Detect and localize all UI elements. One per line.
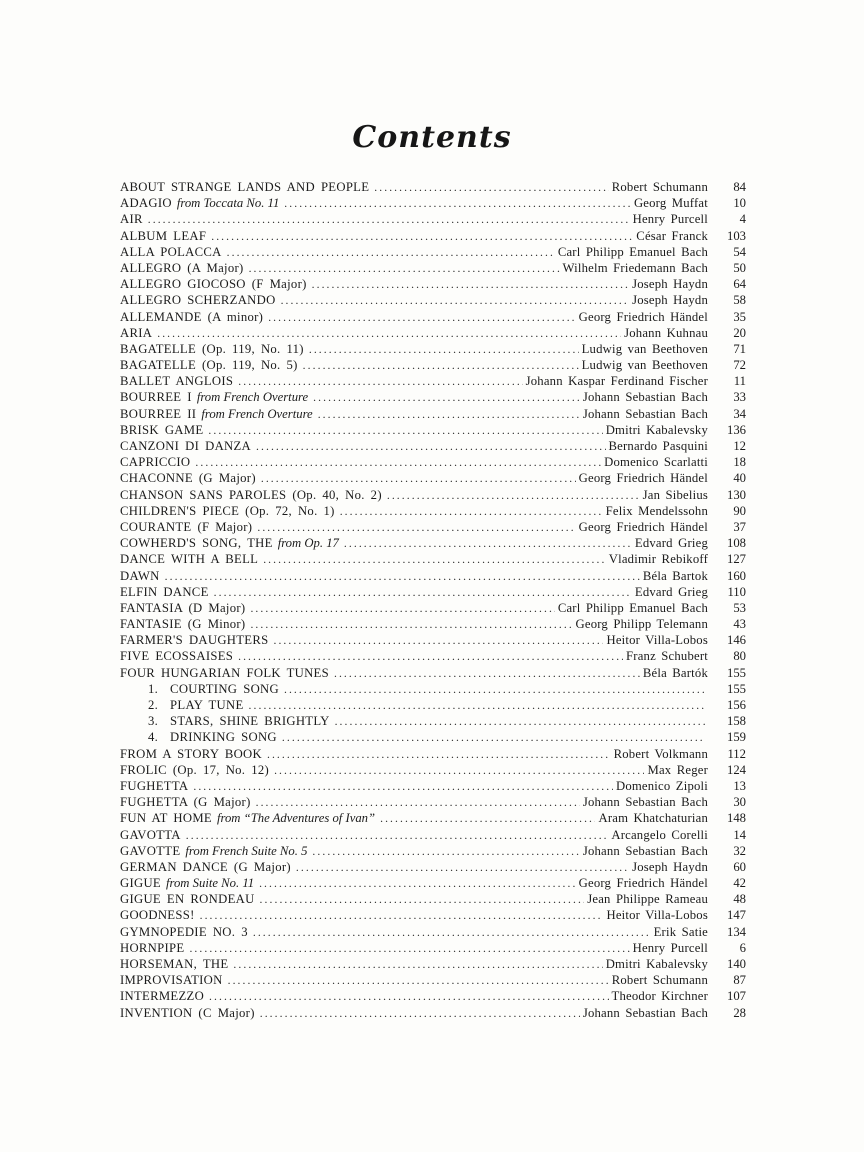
entry-page: 11 <box>733 374 746 389</box>
dot-leader <box>209 989 609 1004</box>
dot-leader <box>211 229 633 244</box>
entry-title: ADAGIO <box>120 196 172 211</box>
entry-page: 155 <box>726 681 746 696</box>
toc-entry <box>120 326 746 342</box>
dot-leader <box>189 941 629 956</box>
entry-composer: Georg Friedrich Händel <box>578 519 708 534</box>
entry-composer: Wilhelm Friedemann Bach <box>562 260 708 275</box>
entry-title: GYMNOPEDIE NO. 3 <box>120 924 248 939</box>
entry-page: 30 <box>733 795 746 810</box>
entry-title: COURANTE (F Major) <box>120 519 253 534</box>
entry-title: 2. PLAY TUNE <box>148 698 244 712</box>
dot-leader <box>233 957 602 972</box>
entry-composer: César Franck <box>636 228 708 243</box>
entry-composer: Georg Muffat <box>633 196 708 211</box>
entry-title: ALLA POLACCA <box>120 244 222 259</box>
entry-composer: Edvard Grieg <box>634 584 708 599</box>
toc-entry <box>120 795 746 811</box>
entry-page: 34 <box>733 406 746 421</box>
entry-composer: Henry Purcell <box>632 212 708 227</box>
entry-title: CHANSON SANS PAROLES (Op. 40, No. 2) <box>120 487 382 502</box>
entry-title: ALBUM LEAF <box>120 228 207 243</box>
dot-leader <box>193 779 613 794</box>
entry-title: ALLEGRO (A Major) <box>120 260 244 275</box>
toc-entry <box>120 698 746 714</box>
dot-leader <box>263 552 606 567</box>
entry-title: CHILDREN'S PIECE (Op. 72, No. 1) <box>120 503 335 518</box>
entry-title: ABOUT STRANGE LANDS AND PEOPLE <box>120 180 370 194</box>
dot-leader <box>318 407 580 422</box>
entry-composer: Erik Satie <box>653 924 708 939</box>
entry-page: 124 <box>726 762 746 777</box>
dot-leader <box>148 212 630 227</box>
dot-leader <box>284 196 631 211</box>
entry-title: AIR <box>120 212 143 227</box>
entry-page: 60 <box>733 859 746 874</box>
dot-leader <box>165 569 640 584</box>
entry-subtitle: from “The Adventures of Ivan” <box>216 811 376 826</box>
dot-leader <box>335 714 705 729</box>
entry-composer: Bernardo Pasquini <box>608 439 708 453</box>
entry-title: ARIA <box>120 325 153 340</box>
entry-title: BRISK GAME <box>120 422 204 437</box>
entry-page: 130 <box>726 487 746 502</box>
toc-entry <box>120 504 746 520</box>
toc-entry <box>120 844 746 860</box>
toc-entry <box>120 471 746 487</box>
toc-entry <box>120 439 746 455</box>
entry-composer: Robert Volkmann <box>613 746 708 761</box>
entry-composer: Felix Mendelssohn <box>605 503 708 518</box>
dot-leader <box>296 860 629 875</box>
entry-page: 40 <box>733 471 746 486</box>
dot-leader <box>250 617 572 632</box>
entry-title: FOUR HUNGARIAN FOLK TUNES <box>120 665 329 680</box>
entry-composer: Joseph Haydn <box>632 277 708 292</box>
toc-entry <box>120 358 746 374</box>
page-title: Contents <box>352 120 512 155</box>
entry-title: ALLEMANDE (A minor) <box>120 309 264 324</box>
toc-entry <box>120 277 746 293</box>
entry-composer: Dmitri Kabalevsky <box>605 422 708 437</box>
entry-page: 20 <box>733 325 746 340</box>
toc-entry <box>120 261 746 277</box>
entry-page: 32 <box>733 843 746 858</box>
toc-entry <box>120 617 746 633</box>
entry-page: 87 <box>733 973 746 988</box>
toc-entry <box>120 342 746 358</box>
entry-page: 140 <box>726 957 746 971</box>
toc-entry <box>120 828 746 844</box>
entry-page: 147 <box>726 908 746 923</box>
dot-leader <box>256 795 580 810</box>
dot-leader <box>309 342 579 357</box>
entry-composer: Max Reger <box>647 762 708 777</box>
dot-leader <box>256 439 605 454</box>
entry-title: FANTASIE (G Minor) <box>120 617 246 632</box>
toc-entry <box>120 245 746 261</box>
entry-title: CANZONI DI DANZA <box>120 439 252 453</box>
entry-composer: Arcangelo Corelli <box>611 827 708 842</box>
entry-page: 107 <box>726 989 746 1004</box>
entry-page: 80 <box>733 649 746 664</box>
toc-entry <box>120 536 746 552</box>
entry-page: 90 <box>733 503 746 518</box>
entry-composer: Franz Schubert <box>626 649 708 664</box>
entry-composer: Johann Kuhnau <box>624 325 708 340</box>
dot-leader <box>260 1006 580 1021</box>
entry-title: GIGUE EN RONDEAU <box>120 892 255 907</box>
dot-leader <box>344 536 632 551</box>
entry-subtitle: from French Overture <box>196 390 309 405</box>
dot-leader <box>334 666 640 681</box>
entry-page: 42 <box>733 876 746 891</box>
toc-entry <box>120 876 746 892</box>
entry-page: 146 <box>726 633 746 648</box>
toc-entry <box>120 196 746 212</box>
entry-composer: Robert Schumann <box>611 973 708 988</box>
entry-title: FUN AT HOME <box>120 811 212 826</box>
toc-entry <box>120 407 746 423</box>
entry-subtitle: from Toccata No. 11 <box>176 196 280 211</box>
entry-title: FANTASIA (D Major) <box>120 600 246 615</box>
dot-leader <box>253 925 651 940</box>
toc-entry <box>120 423 746 439</box>
entry-title: GAVOTTA <box>120 827 181 842</box>
entry-composer: Domenico Zipoli <box>615 778 708 793</box>
toc-entry <box>120 310 746 326</box>
dot-leader <box>259 876 576 891</box>
entry-page: 160 <box>726 568 746 583</box>
entry-page: 37 <box>733 519 746 534</box>
entry-page: 43 <box>733 617 746 632</box>
toc-entry <box>120 779 746 795</box>
entry-page: 158 <box>726 714 746 729</box>
dot-leader <box>214 585 632 600</box>
entry-title: GOODNESS! <box>120 908 195 923</box>
entry-composer: Carl Philipp Emanuel Bach <box>557 600 708 615</box>
entry-page: 14 <box>733 827 746 842</box>
dot-leader <box>387 488 640 503</box>
entry-composer: Johann Kaspar Ferdinand Fischer <box>525 374 708 389</box>
toc-entry <box>120 229 746 245</box>
toc-entry <box>120 649 746 665</box>
entry-page: 108 <box>726 536 746 551</box>
entry-page: 84 <box>733 180 746 194</box>
entry-page: 6 <box>739 940 746 955</box>
entry-title: FARMER'S DAUGHTERS <box>120 633 269 648</box>
entry-composer: Johann Sebastian Bach <box>582 843 708 858</box>
entry-page: 136 <box>726 422 746 437</box>
entry-title: FUGHETTA (G Major) <box>120 795 251 810</box>
entry-composer: Edvard Grieg <box>634 536 708 551</box>
toc-entry <box>120 552 746 568</box>
entry-composer: Jean Philippe Rameau <box>587 892 708 907</box>
toc-entry <box>120 714 746 730</box>
toc-entry <box>120 925 746 941</box>
entry-page: 110 <box>727 584 746 599</box>
entry-title: BOURREE I <box>120 390 192 405</box>
dot-leader <box>260 892 585 907</box>
toc-entry <box>120 957 746 973</box>
dot-leader <box>261 471 576 486</box>
entry-composer: Carl Philipp Emanuel Bach <box>557 244 708 259</box>
entry-title: DANCE WITH A BELL <box>120 552 259 567</box>
dot-leader <box>257 520 575 535</box>
entry-page: 48 <box>733 892 746 907</box>
dot-leader <box>249 698 705 713</box>
entry-title: GIGUE <box>120 876 161 891</box>
entry-page: 148 <box>726 811 746 826</box>
dot-leader <box>374 180 608 195</box>
toc-entry <box>120 488 746 504</box>
entry-composer: Dmitri Kabalevsky <box>605 957 708 971</box>
dot-leader <box>281 293 629 308</box>
entry-title: HORSEMAN, THE <box>120 957 229 971</box>
entry-subtitle: from Suite No. 11 <box>165 876 255 891</box>
dot-leader <box>208 423 602 438</box>
entry-title: FUGHETTA <box>120 778 189 793</box>
dot-leader <box>238 374 522 389</box>
entry-subtitle: from Op. 17 <box>277 536 339 551</box>
toc-entry <box>120 989 746 1005</box>
dot-leader <box>274 763 644 778</box>
entry-title: COWHERD'S SONG, THE <box>120 536 273 551</box>
entry-composer: Johann Sebastian Bach <box>582 795 708 810</box>
entry-composer: Robert Schumann <box>611 180 708 194</box>
entry-title: IMPROVISATION <box>120 973 223 988</box>
toc-entry <box>120 941 746 957</box>
toc-entry <box>120 747 746 763</box>
entry-composer: Jan Sibelius <box>642 487 708 502</box>
entry-page: 156 <box>726 698 746 712</box>
entry-title: 4. DRINKING SONG <box>148 730 277 745</box>
entry-page: 4 <box>739 212 746 227</box>
entry-page: 53 <box>733 600 746 615</box>
entry-composer: Vladimir Rebikoff <box>608 552 708 567</box>
dot-leader <box>340 504 603 519</box>
toc-entry <box>120 973 746 989</box>
dot-leader <box>249 261 560 276</box>
toc-entry <box>120 682 746 698</box>
dot-leader <box>200 908 604 923</box>
entry-composer: Theodor Kirchner <box>611 989 708 1004</box>
entry-page: 112 <box>727 746 746 761</box>
entry-composer: Domenico Scarlatti <box>604 455 708 470</box>
entry-page: 54 <box>733 244 746 259</box>
entry-page: 12 <box>733 439 746 453</box>
entry-composer: Ludwig van Beethoven <box>581 341 708 356</box>
dot-leader <box>195 455 601 470</box>
toc-entry <box>120 763 746 779</box>
entry-page: 127 <box>726 552 746 567</box>
toc-entry <box>120 1006 746 1022</box>
toc-list <box>120 180 746 1022</box>
dot-leader <box>238 649 623 664</box>
entry-composer: Georg Friedrich Händel <box>578 309 708 324</box>
dot-leader <box>268 310 575 325</box>
toc-entry <box>120 892 746 908</box>
toc-entry <box>120 390 746 406</box>
toc-entry <box>120 860 746 876</box>
entry-title: CHACONNE (G Major) <box>120 471 256 486</box>
entry-composer: Georg Friedrich Händel <box>578 876 708 891</box>
toc-entry <box>120 180 746 196</box>
entry-title: INTERMEZZO <box>120 989 205 1004</box>
entry-page: 13 <box>733 778 746 793</box>
toc-entry <box>120 730 746 746</box>
toc-entry <box>120 374 746 390</box>
dot-leader <box>227 245 555 260</box>
dot-leader <box>303 358 579 373</box>
entry-title: GERMAN DANCE (G Major) <box>120 859 291 874</box>
entry-title: DAWN <box>120 568 160 583</box>
entry-title: 1. COURTING SONG <box>148 681 279 696</box>
entry-title: FROM A STORY BOOK <box>120 746 262 761</box>
entry-page: 64 <box>733 277 746 292</box>
entry-title: GAVOTTE <box>120 843 181 858</box>
toc-entry <box>120 212 746 228</box>
dot-leader <box>313 390 580 405</box>
entry-composer: Georg Friedrich Händel <box>578 471 708 486</box>
entry-composer: Henry Purcell <box>632 940 708 955</box>
toc-entry <box>120 666 746 682</box>
entry-page: 28 <box>733 1005 746 1020</box>
entry-composer: Aram Khatchaturian <box>598 811 708 826</box>
toc-entry <box>120 811 746 827</box>
entry-page: 103 <box>726 228 746 243</box>
entry-page: 155 <box>726 665 746 680</box>
dot-leader <box>228 973 609 988</box>
entry-page: 72 <box>733 358 746 373</box>
entry-title: ALLEGRO GIOCOSO (F Major) <box>120 277 307 292</box>
entry-page: 159 <box>726 730 746 745</box>
entry-composer: Ludwig van Beethoven <box>581 358 708 373</box>
entry-title: CAPRICCIO <box>120 455 191 470</box>
toc-entry <box>120 293 746 309</box>
dot-leader <box>312 277 629 292</box>
dot-leader <box>186 828 609 843</box>
dot-leader <box>250 601 554 616</box>
entry-page: 58 <box>733 293 746 308</box>
toc-entry <box>120 633 746 649</box>
toc-entry <box>120 585 746 601</box>
entry-title: BAGATELLE (Op. 119, No. 11) <box>120 341 304 356</box>
toc-entry <box>120 520 746 536</box>
dot-leader <box>282 730 705 745</box>
entry-page: 35 <box>733 309 746 324</box>
entry-page: 50 <box>733 260 746 275</box>
entry-page: 18 <box>733 455 746 470</box>
entry-title: ELFIN DANCE <box>120 584 209 599</box>
toc-entry <box>120 601 746 617</box>
entry-subtitle: from French Suite No. 5 <box>185 843 308 858</box>
entry-composer: Joseph Haydn <box>632 293 708 308</box>
dot-leader <box>157 326 621 341</box>
entry-page: 33 <box>733 390 746 405</box>
entry-composer: Johann Sebastian Bach <box>582 406 708 421</box>
entry-composer: Joseph Haydn <box>632 859 708 874</box>
toc-entry <box>120 455 746 471</box>
entry-page: 71 <box>733 341 746 356</box>
dot-leader <box>380 811 595 826</box>
entry-composer: Johann Sebastian Bach <box>582 390 708 405</box>
entry-title: BOURREE II <box>120 406 197 421</box>
entry-composer: Béla Bartok <box>642 568 708 583</box>
toc-entry <box>120 908 746 924</box>
entry-title: 3. STARS, SHINE BRIGHTLY <box>148 714 330 729</box>
entry-composer: Georg Philipp Telemann <box>575 617 708 632</box>
entry-composer: Heitor Villa-Lobos <box>606 633 708 648</box>
entry-title: BAGATELLE (Op. 119, No. 5) <box>120 358 298 373</box>
entry-composer: Béla Bartók <box>642 665 708 680</box>
entry-page: 10 <box>733 196 746 211</box>
entry-subtitle: from French Overture <box>201 406 313 421</box>
entry-composer: Johann Sebastian Bach <box>582 1005 708 1020</box>
entry-title: INVENTION (C Major) <box>120 1005 255 1020</box>
dot-leader <box>273 633 603 648</box>
entry-title: BALLET ANGLOIS <box>120 374 234 389</box>
entry-composer: Heitor Villa-Lobos <box>606 908 708 923</box>
entry-title: FIVE ECOSSAISES <box>120 649 234 664</box>
dot-leader <box>284 682 705 697</box>
entry-title: ALLEGRO SCHERZANDO <box>120 293 276 308</box>
toc-entry <box>120 569 746 585</box>
entry-title: FROLIC (Op. 17, No. 12) <box>120 762 270 777</box>
entry-title: HORNPIPE <box>120 940 185 955</box>
dot-leader <box>312 844 579 859</box>
dot-leader <box>267 747 611 762</box>
entry-page: 134 <box>726 924 746 939</box>
